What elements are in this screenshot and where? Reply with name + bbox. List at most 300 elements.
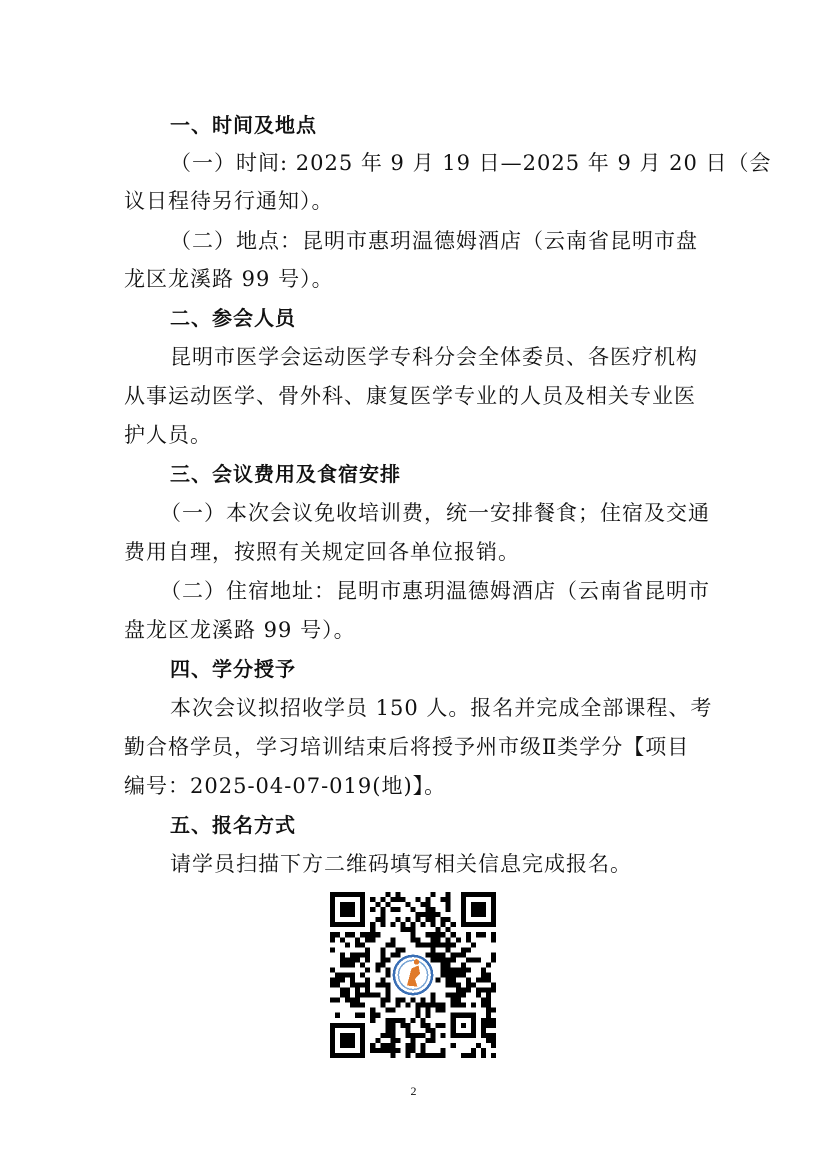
qr-module (421, 1018, 426, 1023)
qr-module (395, 1018, 400, 1023)
qr-module (421, 1023, 426, 1028)
qr-module (390, 1043, 395, 1048)
section-heading-attendees: 二、参会人员 (170, 306, 296, 330)
qr-module (370, 993, 375, 998)
qr-module (385, 1043, 390, 1048)
qr-module (481, 1018, 486, 1023)
qr-module (491, 1008, 496, 1013)
qr-module (471, 1003, 476, 1008)
qr-module (426, 907, 431, 912)
qr-module (395, 892, 400, 897)
qr-module (426, 1008, 431, 1013)
qr-module (431, 1038, 436, 1043)
paragraph-line: 龙区龙溪路 99 号）。 (124, 267, 334, 291)
qr-module (446, 927, 451, 932)
qr-module (436, 1008, 441, 1013)
qr-module (456, 952, 461, 957)
qr-module (385, 942, 390, 947)
qr-module (446, 942, 451, 947)
qr-finder-top-right (461, 892, 496, 927)
qr-module (405, 902, 410, 907)
qr-module (380, 978, 385, 983)
qr-module (400, 927, 405, 932)
qr-module (410, 998, 415, 1003)
qr-module (370, 1008, 375, 1013)
qr-module (491, 952, 496, 957)
paragraph-line: 请学员扫描下方二维码填写相关信息完成报名。 (170, 852, 632, 876)
qr-module (416, 1008, 421, 1013)
qr-module (446, 962, 451, 967)
qr-module (421, 1048, 426, 1053)
qr-module (491, 1043, 496, 1048)
qr-module (456, 967, 461, 972)
qr-module (365, 983, 370, 988)
qr-module (355, 983, 360, 988)
qr-module (431, 932, 436, 937)
qr-module (441, 917, 446, 922)
qr-module (456, 998, 461, 1003)
qr-module (375, 1038, 380, 1043)
qr-module (461, 1053, 466, 1058)
qr-module (446, 892, 451, 897)
qr-module (481, 932, 486, 937)
qr-module (491, 937, 496, 942)
qr-module (456, 983, 461, 988)
qr-module (421, 998, 426, 1003)
qr-module (491, 1018, 496, 1023)
qr-module (330, 983, 335, 988)
qr-module (335, 972, 340, 977)
qr-module (380, 998, 385, 1003)
qr-module (486, 993, 491, 998)
qr-module (400, 1023, 405, 1028)
qr-module (416, 897, 421, 902)
qr-module (345, 957, 350, 962)
qr-module (340, 972, 345, 977)
qr-module (421, 1003, 426, 1008)
qr-module (431, 1003, 436, 1008)
qr-module (345, 962, 350, 967)
qr-module (421, 1043, 426, 1048)
paragraph-line: 护人员。 (124, 423, 212, 447)
qr-module (436, 937, 441, 942)
qr-module (426, 1053, 431, 1058)
paragraph-line: 从事运动医学、骨外科、康复医学专业的人员及相关专业医 (124, 384, 696, 408)
qr-module (330, 947, 335, 952)
qr-module (431, 892, 436, 897)
qr-module (345, 988, 350, 993)
qr-module (491, 932, 496, 937)
qr-module (405, 1033, 410, 1038)
qr-module (446, 983, 451, 988)
qr-module (360, 932, 365, 937)
qr-module (375, 983, 380, 988)
qr-module (416, 942, 421, 947)
qr-module (380, 907, 385, 912)
qr-module (390, 1008, 395, 1013)
qr-module (461, 1003, 466, 1008)
qr-module (380, 957, 385, 962)
qr-module (446, 937, 451, 942)
qr-module (360, 962, 365, 967)
qr-module (436, 952, 441, 957)
qr-module (395, 897, 400, 902)
qr-module (486, 1008, 491, 1013)
qr-module (421, 902, 426, 907)
qr-module (441, 932, 446, 937)
qr-module (416, 912, 421, 917)
qr-module (345, 932, 350, 937)
qr-module (345, 972, 350, 977)
qr-module (456, 988, 461, 993)
qr-module (451, 1003, 456, 1008)
qr-module (441, 1053, 446, 1058)
qr-module (476, 978, 481, 983)
qr-module (461, 952, 466, 957)
qr-module (476, 1043, 481, 1048)
qr-module (491, 1023, 496, 1028)
qr-module (405, 1043, 410, 1048)
qr-module (491, 988, 496, 993)
qr-module (476, 957, 481, 962)
qr-module (385, 1018, 390, 1023)
qr-module (340, 937, 345, 942)
qr-module (446, 917, 451, 922)
qr-module (375, 967, 380, 972)
qr-module (426, 932, 431, 937)
qr-module (340, 957, 345, 962)
qr-module (476, 988, 481, 993)
qr-module (451, 922, 456, 927)
qr-module (431, 947, 436, 952)
qr-module (340, 978, 345, 983)
qr-module (416, 937, 421, 942)
qr-module (431, 952, 436, 957)
qr-module (365, 932, 370, 937)
qr-module (451, 993, 456, 998)
qr-module (395, 1048, 400, 1053)
qr-module (330, 932, 335, 937)
qr-module (390, 952, 395, 957)
qr-module (345, 998, 350, 1003)
qr-module (385, 1048, 390, 1053)
qr-module (385, 902, 390, 907)
qr-module (360, 942, 365, 947)
qr-module (441, 962, 446, 967)
paragraph-line: （二）住宿地址：昆明市惠玥温德姆酒店（云南省昆明市 (160, 579, 710, 603)
qr-module (451, 942, 456, 947)
qr-module (466, 932, 471, 937)
qr-module (340, 952, 345, 957)
qr-module (491, 1053, 496, 1058)
qr-alignment-pattern (451, 1013, 476, 1038)
qr-module (410, 1043, 415, 1048)
qr-module (385, 993, 390, 998)
qr-module (370, 927, 375, 932)
qr-module (421, 922, 426, 927)
qr-module (390, 1048, 395, 1053)
qr-module (481, 1033, 486, 1038)
qr-module (436, 1023, 441, 1028)
qr-module (385, 1033, 390, 1038)
qr-module (390, 1023, 395, 1028)
qr-module (471, 983, 476, 988)
paragraph-line: （一）时间: 2025 年 9 月 19 日—2025 年 9 月 20 日（会 (170, 151, 772, 175)
qr-module (350, 962, 355, 967)
qr-module (421, 1053, 426, 1058)
qr-module (385, 1008, 390, 1013)
qr-module (426, 942, 431, 947)
qr-module (360, 1013, 365, 1018)
qr-module (405, 917, 410, 922)
qr-module (431, 942, 436, 947)
qr-module (355, 957, 360, 962)
qr-module (350, 972, 355, 977)
qr-module (436, 1053, 441, 1058)
qr-module (431, 1033, 436, 1038)
qr-module (380, 947, 385, 952)
qr-module (370, 922, 375, 927)
qr-module (456, 972, 461, 977)
qr-module (431, 1028, 436, 1033)
qr-module (421, 912, 426, 917)
qr-module (360, 1003, 365, 1008)
qr-code-icon[interactable] (330, 892, 496, 1058)
qr-module (416, 917, 421, 922)
qr-module (380, 1048, 385, 1053)
qr-module (335, 978, 340, 983)
section-heading-time-place: 一、时间及地点 (170, 113, 317, 137)
qr-module (466, 983, 471, 988)
qr-module (446, 978, 451, 983)
qr-module (426, 1013, 431, 1018)
qr-module (400, 998, 405, 1003)
qr-module (335, 932, 340, 937)
qr-module (486, 1023, 491, 1028)
qr-module (390, 937, 395, 942)
qr-module (481, 967, 486, 972)
qr-module (451, 978, 456, 983)
qr-module (481, 1003, 486, 1008)
qr-module (410, 1018, 415, 1023)
qr-module (466, 947, 471, 952)
qr-module (471, 1048, 476, 1053)
qr-module (426, 1038, 431, 1043)
qr-module (466, 937, 471, 942)
qr-module (360, 972, 365, 977)
section-heading-registration: 五、报名方式 (170, 813, 296, 837)
qr-module (446, 907, 451, 912)
qr-module (330, 937, 335, 942)
qr-module (370, 932, 375, 937)
qr-module (380, 952, 385, 957)
qr-module (340, 988, 345, 993)
qr-module (436, 927, 441, 932)
qr-module (375, 993, 380, 998)
qr-module (451, 972, 456, 977)
qr-module (405, 1003, 410, 1008)
paragraph-line: （一）本次会议免收培训费，统一安排餐食；住宿及交通 (160, 501, 710, 525)
qr-module (486, 988, 491, 993)
qr-module (370, 1013, 375, 1018)
qr-module (431, 1053, 436, 1058)
qr-module (426, 1003, 431, 1008)
qr-module (365, 993, 370, 998)
qr-module (481, 972, 486, 977)
qr-module (451, 967, 456, 972)
qr-module (421, 1033, 426, 1038)
qr-module (416, 1033, 421, 1038)
page-number: 2 (410, 1084, 417, 1098)
qr-module (355, 942, 360, 947)
qr-module (441, 1048, 446, 1053)
qr-module (461, 972, 466, 977)
qr-module (355, 952, 360, 957)
qr-module (446, 957, 451, 962)
qr-module (491, 957, 496, 962)
qr-module (456, 937, 461, 942)
qr-module (426, 902, 431, 907)
qr-module (410, 1038, 415, 1043)
qr-module (426, 912, 431, 917)
qr-module (410, 907, 415, 912)
qr-module (350, 952, 355, 957)
qr-module (461, 993, 466, 998)
qr-module (340, 993, 345, 998)
qr-module (431, 922, 436, 927)
qr-module (426, 952, 431, 957)
qr-module (486, 998, 491, 1003)
qr-module (410, 1033, 415, 1038)
qr-module (436, 978, 441, 983)
qr-module (446, 993, 451, 998)
qr-module (405, 927, 410, 932)
qr-module (385, 988, 390, 993)
qr-module (410, 922, 415, 927)
paragraph-line: （二）地点：昆明市惠玥温德姆酒店（云南省昆明市盘 (170, 229, 698, 253)
qr-module (350, 932, 355, 937)
qr-module (471, 1053, 476, 1058)
qr-module (390, 1028, 395, 1033)
qr-module (431, 912, 436, 917)
qr-module (441, 957, 446, 962)
qr-module (486, 1033, 491, 1038)
qr-module (466, 1053, 471, 1058)
qr-module (390, 942, 395, 947)
qr-module (350, 1003, 355, 1008)
qr-module (400, 1018, 405, 1023)
qr-module (481, 978, 486, 983)
qr-module (481, 998, 486, 1003)
qr-module (330, 978, 335, 983)
paragraph-line: 昆明市医学会运动医学专科分会全体委员、各医疗机构 (170, 345, 698, 369)
qr-module (365, 937, 370, 942)
qr-module (400, 897, 405, 902)
qr-module (410, 1048, 415, 1053)
section-heading-credits: 四、学分授予 (170, 657, 296, 681)
qr-module (355, 937, 360, 942)
qr-module (380, 912, 385, 917)
qr-module (431, 937, 436, 942)
qr-module (365, 947, 370, 952)
qr-module (395, 998, 400, 1003)
qr-module (380, 1003, 385, 1008)
qr-module (405, 1023, 410, 1028)
qr-module (436, 957, 441, 962)
qr-module (395, 907, 400, 912)
qr-module (441, 1023, 446, 1028)
qr-module (466, 967, 471, 972)
qr-module (451, 998, 456, 1003)
paragraph-line: 费用自理，按照有关规定回各单位报销。 (124, 540, 520, 564)
qr-module (416, 1053, 421, 1058)
qr-module (380, 1033, 385, 1038)
qr-finder-bottom-left (330, 1023, 365, 1058)
qr-module (330, 998, 335, 1003)
qr-module (451, 957, 456, 962)
qr-module (395, 917, 400, 922)
qr-module (330, 967, 335, 972)
qr-module (350, 998, 355, 1003)
qr-module (441, 1008, 446, 1013)
qr-module (355, 1013, 360, 1018)
qr-module (410, 932, 415, 937)
qr-module (451, 1043, 456, 1048)
qr-module (385, 957, 390, 962)
qr-module (426, 917, 431, 922)
qr-module (486, 978, 491, 983)
qr-module (426, 897, 431, 902)
paragraph-line: 编号：2025-04-07-019(地)】。 (124, 774, 447, 798)
qr-module (436, 912, 441, 917)
qr-module (355, 998, 360, 1003)
qr-module (385, 1028, 390, 1033)
qr-module (481, 1053, 486, 1058)
qr-module (390, 1018, 395, 1023)
qr-module (370, 1048, 375, 1053)
qr-module (395, 1003, 400, 1008)
qr-module (370, 897, 375, 902)
qr-module (390, 907, 395, 912)
qr-module (436, 932, 441, 937)
qr-module (360, 952, 365, 957)
qr-module (486, 1003, 491, 1008)
qr-module (380, 922, 385, 927)
qr-module (410, 937, 415, 942)
qr-module (451, 983, 456, 988)
qr-module (365, 957, 370, 962)
qr-module (345, 993, 350, 998)
qr-module (416, 1013, 421, 1018)
qr-module (446, 902, 451, 907)
qr-module (481, 988, 486, 993)
qr-module (375, 1048, 380, 1053)
qr-module (486, 972, 491, 977)
qr-module (385, 967, 390, 972)
qr-module (380, 897, 385, 902)
qr-module (441, 1033, 446, 1038)
qr-module (421, 942, 426, 947)
qr-code-graphic (330, 892, 496, 1058)
qr-module (481, 1028, 486, 1033)
qr-module (380, 962, 385, 967)
qr-module (461, 947, 466, 952)
qr-module (400, 947, 405, 952)
qr-module (365, 988, 370, 993)
qr-module (481, 1048, 486, 1053)
qr-module (350, 978, 355, 983)
qr-module (446, 972, 451, 977)
